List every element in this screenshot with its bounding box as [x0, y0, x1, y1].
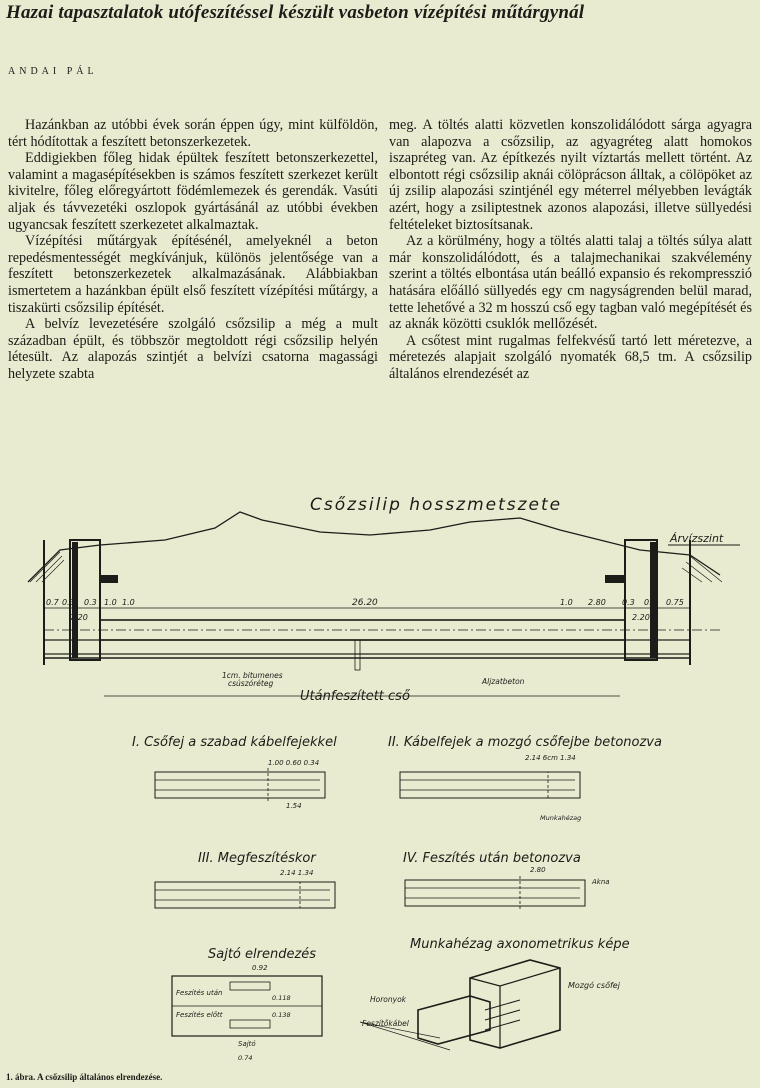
panel-title: IV. Feszítés után betonozva [403, 851, 581, 866]
panel-1-drawing [155, 768, 325, 802]
panel-dims: 2.14 6cm 1.34 [525, 754, 576, 762]
sajto-label: Sajtó [238, 1040, 256, 1048]
axon-label: Mozgó csőfej [568, 981, 620, 990]
panel-sub: Munkahézag [540, 814, 582, 822]
dim-label: 0.3 [644, 598, 657, 607]
sajto-label: 0.118 [272, 994, 291, 1002]
paragraph: A csőtest mint rugalmas felfekvésű tartó lett méretezve, a méretezés alapjait szolgáló nyomaték 68,5 tm. A csőzsilip általános elrendezését az [389, 332, 752, 382]
sajto-label: 0.138 [272, 1011, 291, 1019]
figure-main-title: Csőzsilip hosszmetszete [310, 495, 563, 515]
base-concrete [44, 640, 690, 654]
sajto-dim: 0.92 [252, 964, 268, 972]
sajto-label: 0.74 [238, 1054, 253, 1062]
dim-label: 1.0 [122, 598, 135, 607]
embankment-line [28, 512, 720, 582]
panel-dims: 2.14 1.34 [280, 869, 314, 877]
bitumen-label: 1cm. bitumenes [222, 671, 283, 680]
axon-label: Horonyok [370, 995, 407, 1004]
figure-caption: 1. ábra. A csőzsilip általános elrendezése. [6, 1072, 163, 1082]
dim-label: 2.20 [632, 613, 650, 622]
sajto-drawing [172, 976, 322, 1036]
panel-dims: 2.80 [530, 866, 546, 874]
axon-title: Munkahézag axonometrikus képe [410, 937, 630, 952]
dim-label: 1.0 [104, 598, 117, 607]
cso-label: Utánfeszített cső [300, 689, 410, 704]
panel-dims: 1.00 0.60 0.34 [268, 759, 320, 767]
right-shaft-ledge [605, 575, 625, 583]
embankment-hatch [30, 552, 64, 582]
paragraph: Hazánkban az utóbbi évek során éppen úgy, mint külföldön, tért hódítottak a feszített betonszerkezetek. [8, 117, 378, 150]
aljazat-label: Aljzatbeton [482, 677, 525, 686]
arviz-label: Árvízszint [670, 532, 724, 545]
panel-title: I. Csőfej a szabad kábelfejekkel [132, 735, 337, 750]
panel-sub: 1.54 [286, 802, 302, 810]
text-column-left [8, 117, 378, 383]
paragraph: A belvíz levezetésére szolgáló csőzsilip a még a mult században épült, és többször megtoldott régi csőzsilip helyén létesült. Az alapozás szintjét a belvízi csatorna magassági helyzete szabta [8, 316, 378, 382]
paragraph: Eddigiekben főleg hidak épültek feszített betonszerkezettel, valamint a magasépítésekben is számos feszített szerkezet került kivitelre, főleg előregyártott födémlemezek és gerendák. Vasúti aljak és távvezetéki oszlopok gyártásánál az utóbbi években ugyancsak feszített szerkezetet alkalmaztak. [8, 150, 378, 233]
center-joint [355, 640, 360, 670]
dim-label: 2.20 [70, 613, 88, 622]
dim-label: 0.3 [62, 598, 75, 607]
left-shaft-ledge [100, 575, 118, 583]
dim-label: 1.0 [560, 598, 573, 607]
text-column-right [389, 117, 752, 383]
paragraph: Az a körülmény, hogy a töltés alatti talaj a töltés súlya alatt már konszolidálódott, és a talajmechanikai szakvélemény szerint a töltés elbontása után beálló expansio és rekompresszió hatására előálló süllyedés egy cm nagyságrenden belül marad, tette lehetővé a 32 m hosszú cső egy tagban való megépítését és az aknák közötti csuklók mellőzését. [389, 233, 752, 333]
paragraph: Vízépítési műtárgyak építésénél, amelyeknél a beton repedésmentességét megkívánjuk, különös jelentősége van a feszített betonszerkezetek alkalmazásának. Alábbiakban ismertetem a hazánkban épült első feszített vízépítési műtárgy, a tiszakürti csőzsilip építését. [8, 233, 378, 316]
dim-label: 2.80 [588, 598, 606, 607]
embankment-hatch [682, 556, 722, 582]
sajto-label: Feszítés után [176, 989, 223, 997]
panel-4-drawing [405, 876, 585, 910]
article-author: ANDAI PÁL [8, 66, 98, 77]
bitumen-label-2: csúszóréteg [228, 679, 274, 688]
panel-2-drawing [400, 772, 580, 798]
panel-title: III. Megfeszítéskor [198, 851, 316, 866]
dim-label: 0.7 [46, 598, 59, 607]
paragraph: meg. A töltés alatti közvetlen konszolidálódott sárga agyagra van alapozva a csőzsilip, az agyagréteg alatt homokos iszapréteg van. Az építkezés nyilt víztartás mellett történt. Az elbontott régi csőzsilip aknái cölöprácson álltak, a cölöpöket az új zsilip alapozási szintjénél egy méterrel mélyebben levágták azért, hogy a zsiliptestnek azonos alapozási, illetve süllyedési feltételeket biztosítsanak. [389, 117, 752, 233]
panel-sub: Akna [592, 878, 610, 886]
sajto-title: Sajtó elrendezés [208, 947, 317, 962]
dim-label: 0.3 [622, 598, 635, 607]
panel-title: II. Kábelfejek a mozgó csőfejbe betonozva [388, 735, 662, 750]
dim-label: 0.75 [666, 598, 684, 607]
figure-longitudinal-section [0, 490, 760, 1070]
axon-drawing [360, 960, 560, 1050]
dim-label-center: 26.20 [352, 598, 378, 608]
dim-label: 0.3 [84, 598, 97, 607]
axon-label: Feszítőkábel [362, 1019, 409, 1028]
panel-3-drawing [155, 882, 335, 908]
sajto-label: Feszítés előtt [176, 1011, 223, 1019]
article-title: Hazai tapasztalatok utófeszítéssel készült vasbeton vízépítési műtárgynál [6, 2, 585, 23]
